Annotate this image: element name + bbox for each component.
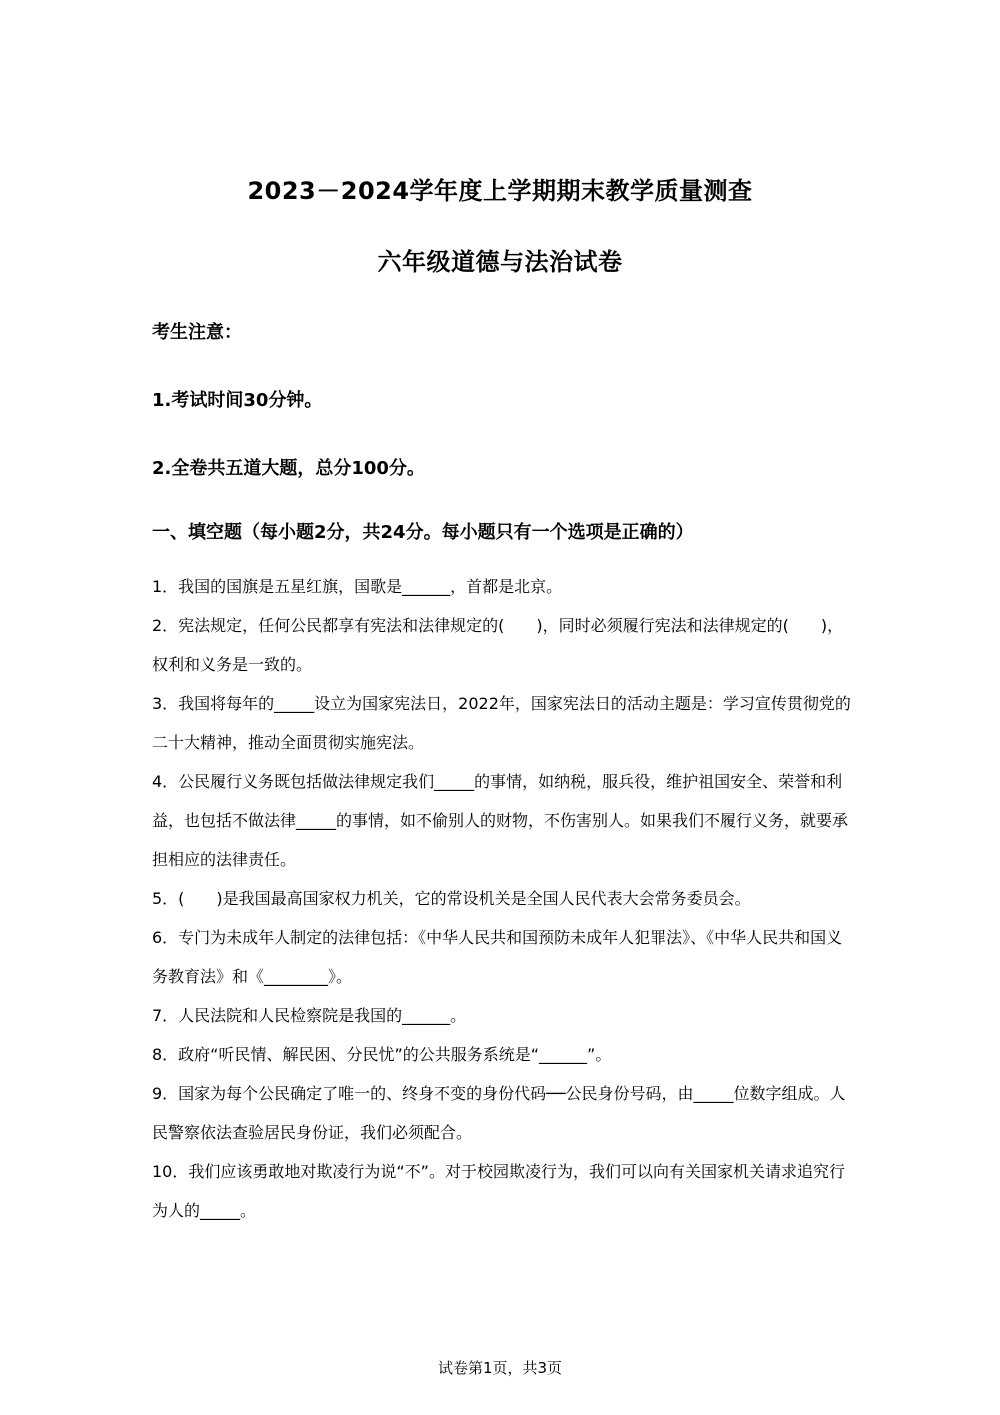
exam-subtitle: 六年级道德与法治试卷 (377, 248, 623, 276)
question-2: 2．宪法规定，任何公民都享有宪法和法律规定的( )，同时必须履行宪法和法律规定的( )，权利和义务是一致的。 (152, 616, 844, 674)
question-7: 7．人民法院和人民检察院是我国的______。 (152, 1006, 467, 1025)
notice-heading: 考生注意： (152, 322, 242, 343)
question-4: 4．公民履行义务既包括做法律规定我们_____的事情，如纳税，服兵役，维护祖国安全、荣誉和利益，也包括不做法律_____的事情，如不偷别人的财物，不伤害别人。如果我们不履行义务，就要承担相应的法律责任。 (152, 772, 849, 869)
question-10: 10．我们应该勇敢地对欺凌行为说“不”。对于校园欺凌行为，我们可以向有关国家机关请求追究行为人的_____。 (152, 1162, 845, 1220)
question-1: 1．我国的国旗是五星红旗，国歌是______，首都是北京。 (152, 577, 563, 596)
question-6: 6．专门为未成年人制定的法律包括：《中华人民共和国预防未成年人犯罪法》、《中华人民共和国义务教育法》和《________》。 (152, 928, 843, 986)
notice-item-time: 1.考试时间30分钟。 (152, 390, 323, 411)
exam-title: 2023－2024学年度上学期期末教学质量测查 (247, 177, 753, 205)
page-footer: 试卷第1页，共3页 (437, 1359, 563, 1377)
section-heading-fill-blank: 一、填空题（每小题2分，共24分。每小题只有一个选项是正确的） (152, 522, 694, 543)
notice-item-score: 2.全卷共五道大题，总分100分。 (152, 458, 425, 479)
question-8: 8．政府“听民情、解民困、分民忧”的公共服务系统是“______”。 (152, 1045, 612, 1064)
question-list (152, 567, 852, 1230)
question-5: 5．( )是我国最高国家权力机关，它的常设机关是全国人民代表大会常务委员会。 (152, 889, 751, 908)
question-3: 3．我国将每年的_____设立为国家宪法日，2022年，国家宪法日的活动主题是：学习宣传贯彻党的二十大精神，推动全面贯彻实施宪法。 (152, 694, 851, 752)
question-9: 9．国家为每个公民确定了唯一的、终身不变的身份代码──公民身份号码，由_____位数字组成。人民警察依法查验居民身份证，我们必须配合。 (152, 1084, 846, 1142)
